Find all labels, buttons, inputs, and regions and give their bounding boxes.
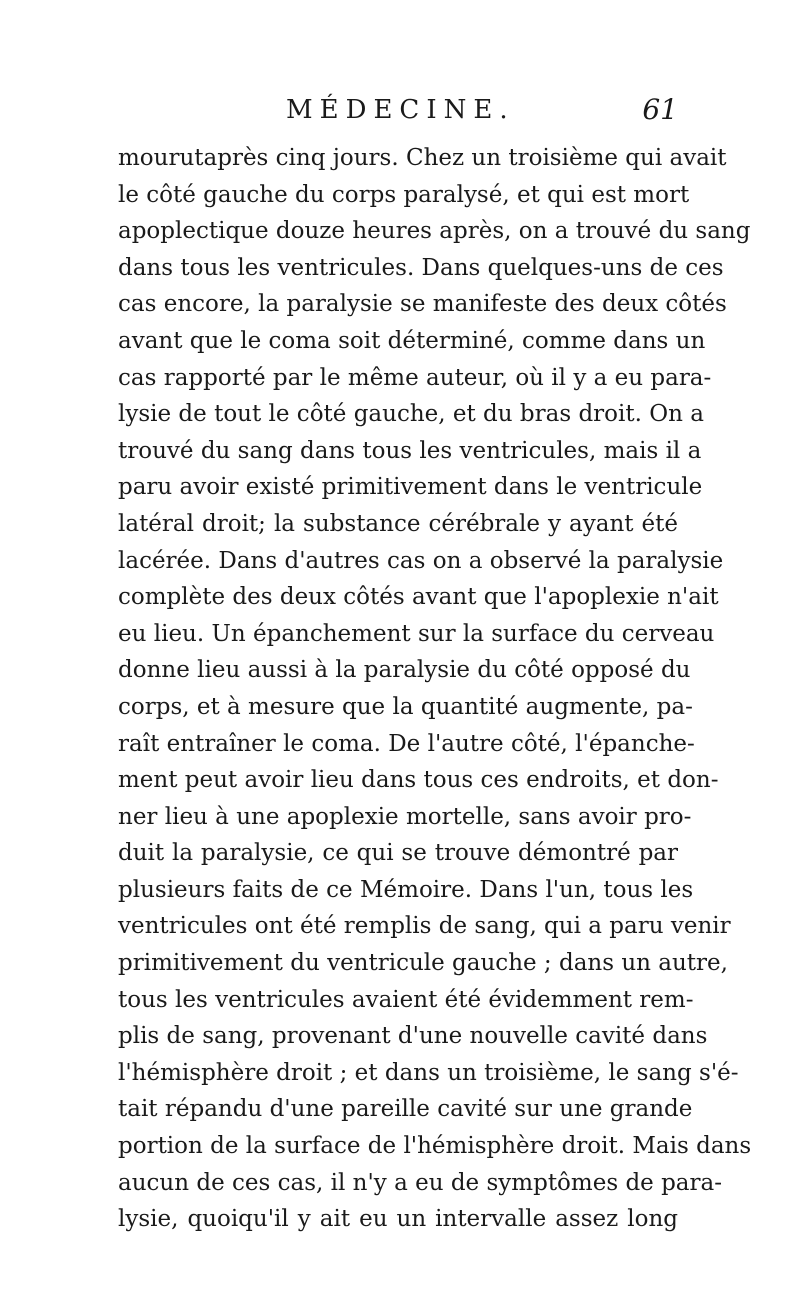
text-line: lacérée. Dans d'autres cas on a observé la paralysie bbox=[118, 547, 724, 574]
text-line: portion de la surface de l'hémisphère droit. Mais dans bbox=[118, 1133, 752, 1160]
text-line: ner lieu à une apoplexie mortelle, sans avoir pro- bbox=[118, 803, 692, 830]
text-line: trouvé du sang dans tous les ventricules, mais il a bbox=[118, 437, 702, 464]
text-line: dans tous les ventricules. Dans quelques-uns de ces bbox=[118, 254, 724, 281]
body-text bbox=[118, 140, 752, 1238]
text-line: avant que le coma soit déterminé, comme dans un bbox=[118, 327, 706, 354]
text-line: cas rapporté par le même auteur, où il y a eu para- bbox=[118, 364, 712, 391]
text-line: mourutaprès cinq jours. Chez un troisième qui avait bbox=[118, 145, 727, 171]
text-line: lysie de tout le côté gauche, et du bras droit. On a bbox=[118, 401, 704, 428]
text-line: l'hémisphère droit ; et dans un troisième, le sang s'é- bbox=[118, 1059, 739, 1086]
page-number: 61 bbox=[642, 93, 678, 126]
text-line: primitivement du ventricule gauche ; dans un autre, bbox=[118, 950, 728, 977]
text-line: tous les ventricules avaient été évidemment rem- bbox=[118, 986, 694, 1013]
text-line: plis de sang, provenant d'une nouvelle cavité dans bbox=[118, 1023, 708, 1050]
text-line: duit la paralysie, ce qui se trouve démontré par bbox=[118, 840, 678, 867]
text-line: ventricules ont été remplis de sang, qui a paru venir bbox=[118, 913, 731, 940]
text-line: aucun de ces cas, il n'y a eu de symptômes de para- bbox=[118, 1169, 722, 1196]
text-line: complète des deux côtés avant que l'apoplexie n'ait bbox=[118, 584, 719, 611]
text-line: ment peut avoir lieu dans tous ces endroits, et don- bbox=[118, 767, 719, 794]
running-head bbox=[118, 92, 678, 132]
text-line: donne lieu aussi à la paralysie du côté opposé du bbox=[118, 657, 691, 684]
text-line: le côté gauche du corps paralysé, et qui est mort bbox=[118, 181, 690, 208]
text-line: apoplectique douze heures après, on a trouvé du sang bbox=[118, 218, 751, 245]
running-title: MÉDECINE. bbox=[286, 95, 515, 125]
text-line: plusieurs faits de ce Mémoire. Dans l'un, tous les bbox=[118, 876, 694, 903]
text-line: lysie, quoiqu'il y ait eu un intervalle assez long bbox=[118, 1206, 678, 1233]
text-line: paru avoir existé primitivement dans le ventricule bbox=[118, 474, 703, 501]
text-line: latéral droit; la substance cérébrale y ayant été bbox=[118, 510, 678, 537]
text-line: corps, et à mesure que la quantité augmente, pa- bbox=[118, 693, 693, 720]
text-line: raît entraîner le coma. De l'autre côté, l'épanche- bbox=[118, 730, 695, 757]
text-line: eu lieu. Un épanchement sur la surface du cerveau bbox=[118, 620, 715, 647]
text-line: cas encore, la paralysie se manifeste des deux côtés bbox=[118, 291, 727, 318]
text-line: tait répandu d'une pareille cavité sur une grande bbox=[118, 1096, 693, 1123]
